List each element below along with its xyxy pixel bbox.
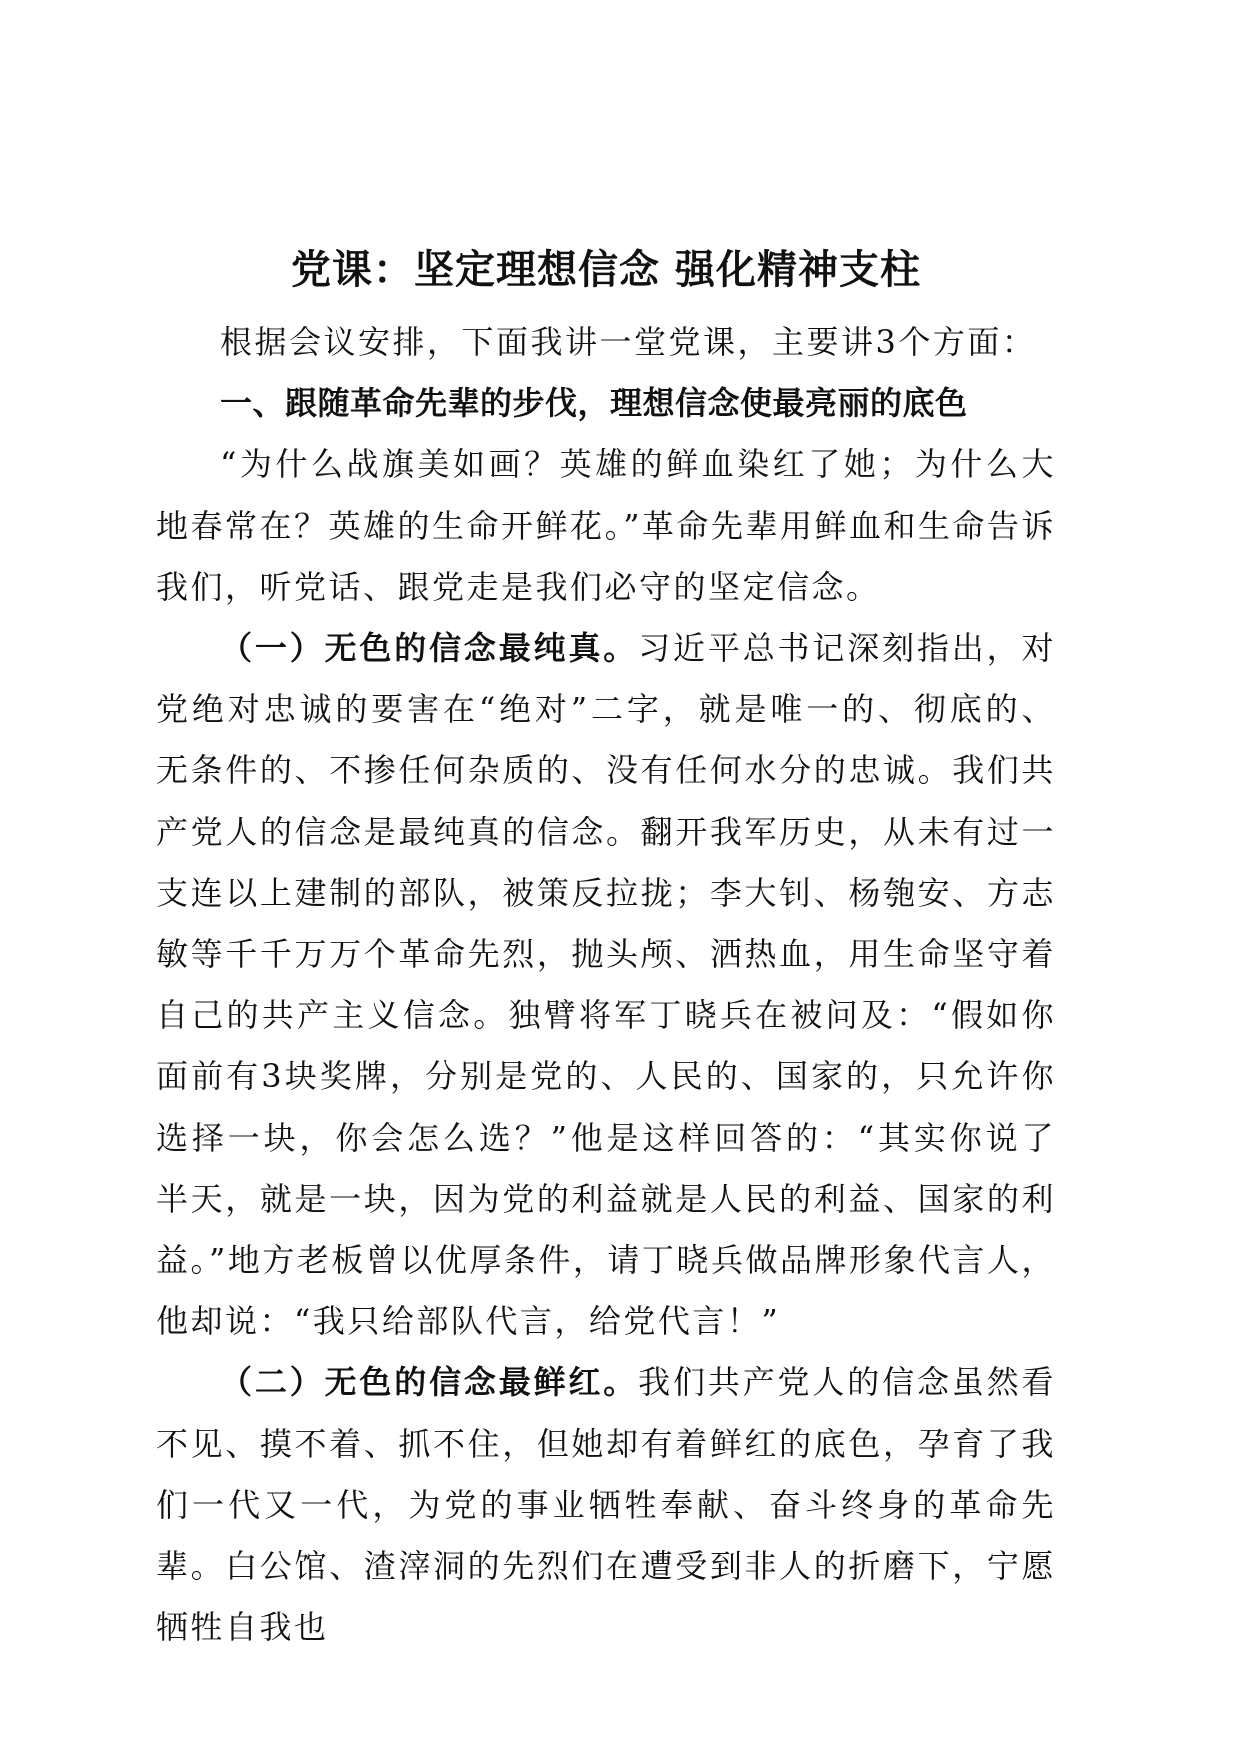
subsection-1-body: 习近平总书记深刻指出，对党绝对忠诚的要害在“绝对”二字，就是唯一的、彻底的、无条件的、不掺任何杂质的、没有任何水分的忠诚。我们共产党人的信念是最纯真的信念。翻开我军历史，从未有过一支连以上建制的部队，被策反拉拢；李大钊、杨匏安、方志敏等千千万万个革命先烈，抛头颅、洒热血，用生命坚守着自己的共产主义信念。独臂将军丁晓兵在被问及：“假如你面前有3块奖牌，分别是党的、人民的、国家的，只允许你选择一块，你会怎么选？”他是这样回答的：“其实你说了半天，就是一块，因为党的利益就是人民的利益、国家的利益。”地方老板曾以优厚条件，请丁晓兵做品牌形象代言人，他却说：“我只给部队代言，给党代言！” — [156, 629, 1056, 1341]
intro-paragraph: 根据会议安排，下面我讲一堂党课，主要讲3个方面： — [220, 323, 1037, 361]
subsection-1-heading: （一）无色的信念最纯真。 — [220, 629, 639, 668]
section-1-paragraph: “为什么战旗美如画？英雄的鲜血染红了她；为什么大地春常在？英雄的生命开鲜花。”革命先辈用鲜血和生命告诉我们，听党话、跟党走是我们必守的坚定信念。 — [156, 445, 1056, 606]
subsection-2-body: 我们共产党人的信念虽然看不见、摸不着、抓不住，但她却有着鲜红的底色，孕育了我们一代又一代，为党的事业牺牲奉献、奋斗终身的革命先辈。白公馆、渣滓洞的先烈们在遭受到非人的折磨下，宁愿牺牲自我也 — [156, 1363, 1056, 1647]
section-1-heading: 一、跟随革命先辈的步伐，理想信念使最亮丽的底色 — [220, 384, 968, 423]
document-title: 党课：坚定理想信念 强化精神支柱 — [291, 247, 921, 293]
subsection-2-paragraph — [156, 1352, 1056, 1658]
subsection-2-heading: （二）无色的信念最鲜红。 — [220, 1363, 639, 1402]
subsection-1-paragraph — [156, 618, 1056, 1352]
document-page — [156, 240, 1056, 1658]
